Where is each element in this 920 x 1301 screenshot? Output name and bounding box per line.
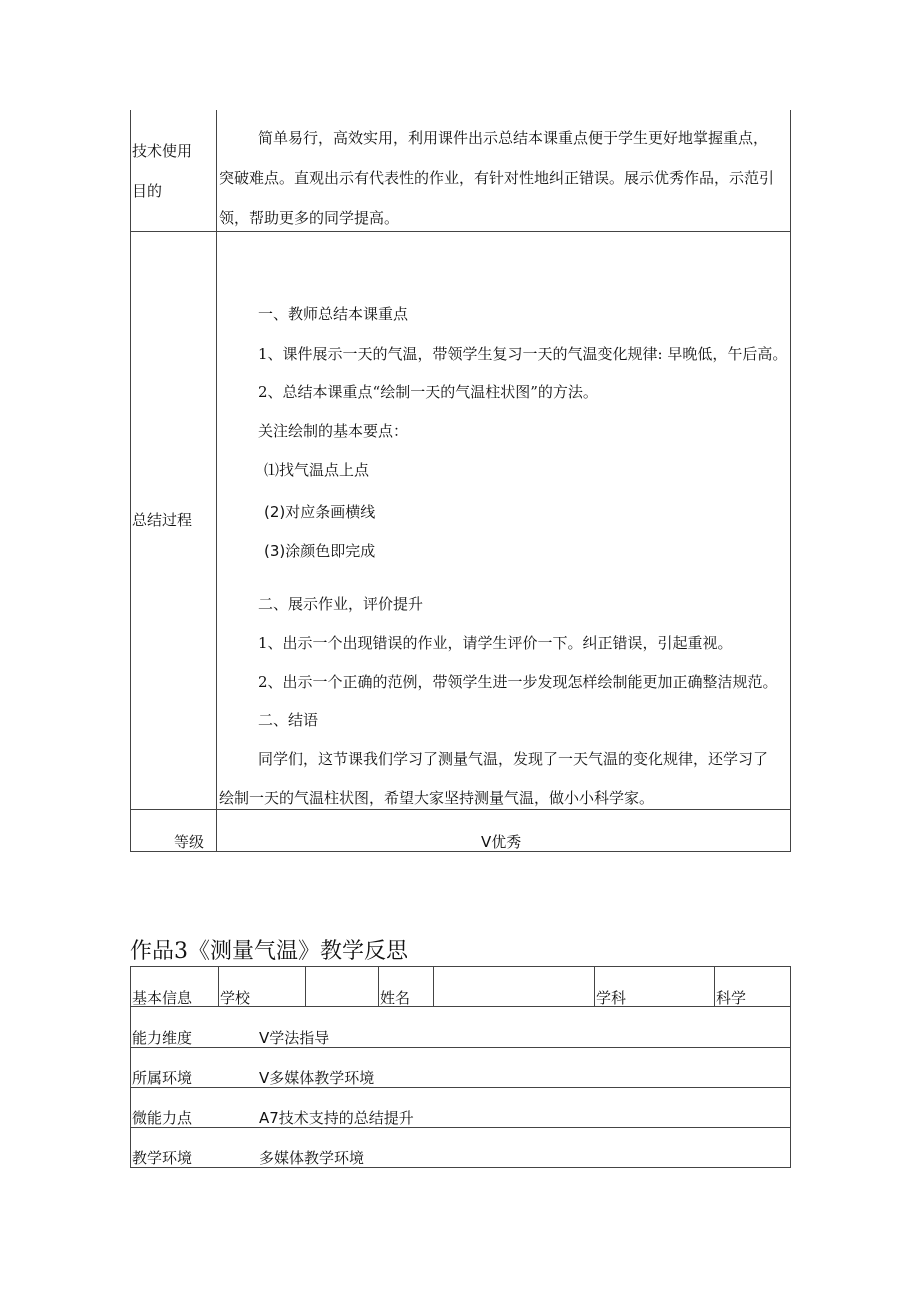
process-step-1: ⑴找气温点上点 xyxy=(264,461,370,479)
closing-line-2: 绘制一天的气温柱状图，希望大家坚持测量气温，做小小科学家。 xyxy=(219,789,655,807)
purpose-label-line2: 目的 xyxy=(132,182,163,200)
row-value-ability: V学法指导 xyxy=(259,1029,330,1047)
grade-value: V优秀 xyxy=(481,833,522,851)
purpose-text-line3: 领，帮助更多的同学提高。 xyxy=(219,209,400,227)
row-label-teaching-env: 教学环境 xyxy=(132,1149,193,1167)
row-label-micro-ability: 微能力点 xyxy=(132,1109,193,1127)
process-step-2: (2)对应条画横线 xyxy=(264,503,376,521)
process-point-3: 1、出示一个出现错误的作业，请学生评价一下。纠正错误，引起重视。 xyxy=(258,634,733,652)
row-value-micro-ability: A7技术支持的总结提升 xyxy=(259,1109,414,1127)
process-step-3: (3)涂颜色即完成 xyxy=(264,542,376,560)
process-heading-2: 二、展示作业，评价提升 xyxy=(258,595,424,613)
subject-value: 科学 xyxy=(716,989,747,1007)
basic-info-label: 基本信息 xyxy=(132,989,193,1007)
row-value-environment: V多媒体教学环境 xyxy=(259,1069,375,1087)
row-label-environment: 所属环境 xyxy=(132,1069,193,1087)
process-heading-3: 二、结语 xyxy=(258,711,319,729)
closing-line-1: 同学们，这节课我们学习了测量气温，发现了一天气温的变化规律，还学习了 xyxy=(258,750,769,768)
process-note: 关注绘制的基本要点： xyxy=(258,422,409,440)
row-value-teaching-env: 多媒体教学环境 xyxy=(259,1149,365,1167)
purpose-text-line2: 突破难点。直观出示有代表性的作业，有针对性地纠正错误。展示优秀作品，示范引 xyxy=(219,169,775,187)
process-heading-1: 一、教师总结本课重点 xyxy=(258,305,409,323)
name-label: 姓名 xyxy=(380,989,411,1007)
row-label-ability: 能力维度 xyxy=(132,1029,193,1047)
purpose-text-line1: 简单易行，高效实用，利用课件出示总结本课重点便于学生更好地掌握重点， xyxy=(258,129,769,147)
process-point-2: 2、总结本课重点“绘制一天的气温柱状图”的方法。 xyxy=(258,383,598,401)
process-point-1: 1、课件展示一天的气温，带领学生复习一天的气温变化规律: 早晚低，午后高。 xyxy=(258,345,788,363)
grade-label: 等级 xyxy=(174,833,205,851)
purpose-label-line1: 技术使用 xyxy=(132,142,193,160)
school-label: 学校 xyxy=(220,989,251,1007)
section-title: 作品3《测量气温》教学反思 xyxy=(130,939,408,964)
subject-label: 学科 xyxy=(596,989,627,1007)
process-point-4: 2、出示一个正确的范例，带领学生进一步发现怎样绘制能更加正确整洁规范。 xyxy=(258,673,778,691)
process-label: 总结过程 xyxy=(132,511,193,529)
